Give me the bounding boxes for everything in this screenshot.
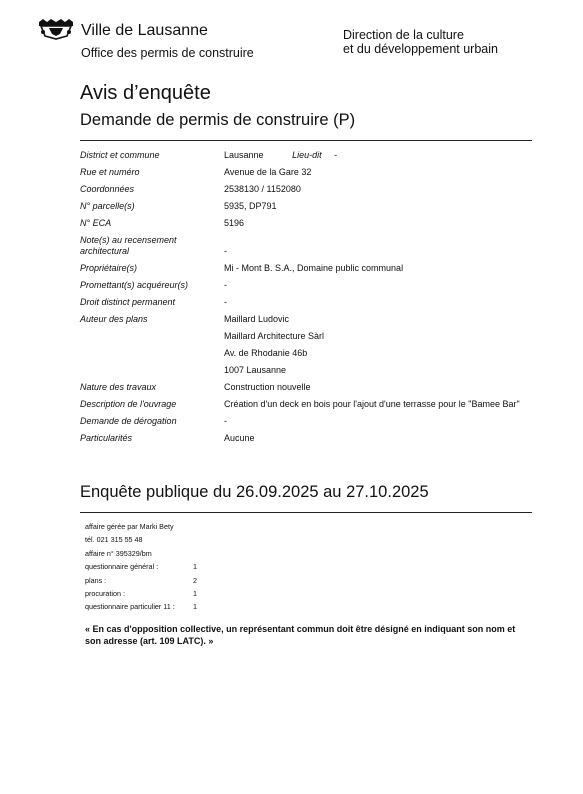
divider-enquete bbox=[80, 512, 532, 513]
document-count-value: 1 bbox=[193, 589, 197, 599]
row-proprietaire bbox=[80, 263, 540, 274]
document-count-row bbox=[85, 587, 197, 600]
auteur-label: Auteur des plans bbox=[80, 314, 148, 324]
droit-value: - bbox=[224, 297, 227, 307]
rue-value: Avenue de la Gare 32 bbox=[224, 167, 312, 177]
row-droit bbox=[80, 297, 540, 308]
lieu-dit-label: Lieu-dit bbox=[292, 150, 322, 160]
proprietaire-value: Mi - Mont B. S.A., Domaine public communal bbox=[224, 263, 404, 273]
district-value bbox=[224, 150, 540, 161]
eca-value: 5196 bbox=[224, 218, 245, 228]
row-auteur bbox=[80, 314, 540, 376]
proprietaire-label: Propriétaire(s) bbox=[80, 263, 138, 273]
page-title: Avis d’enquête bbox=[80, 82, 211, 104]
auteur-line-3: Av. de Rhodanie 46b bbox=[224, 348, 308, 358]
nature-value: Construction nouvelle bbox=[224, 382, 311, 392]
rue-label: Rue et numéro bbox=[80, 167, 140, 177]
particularites-label: Particularités bbox=[80, 433, 133, 443]
row-nature bbox=[80, 382, 540, 393]
eca-label: N° ECA bbox=[80, 218, 112, 228]
divider-top bbox=[80, 140, 532, 141]
document-count-label: questionnaire particulier 11 : bbox=[85, 602, 175, 612]
document-count-label: questionnaire général : bbox=[85, 562, 159, 572]
document-count-row bbox=[85, 560, 197, 573]
description-label: Description de l'ouvrage bbox=[80, 399, 177, 409]
org-name: Ville de Lausanne bbox=[81, 22, 208, 39]
document-count-label: plans : bbox=[85, 575, 107, 585]
row-note bbox=[80, 235, 540, 257]
office-name: Office des permis de construire bbox=[81, 46, 254, 60]
direction-name bbox=[343, 28, 543, 56]
row-coord bbox=[80, 184, 540, 195]
contact-block bbox=[85, 520, 197, 614]
lieu-dit-value: - bbox=[334, 150, 338, 160]
row-parcelle bbox=[80, 201, 540, 212]
auteur-line-1: Maillard Ludovic bbox=[224, 314, 290, 324]
note-value: - bbox=[224, 246, 227, 256]
row-rue bbox=[80, 167, 540, 178]
document-count-value: 2 bbox=[193, 575, 197, 585]
district-commune: Lausanne bbox=[224, 150, 264, 160]
district-label: District et commune bbox=[80, 150, 160, 160]
contact-phone: tél. 021 315 55 48 bbox=[85, 535, 143, 545]
promettant-value: - bbox=[224, 280, 227, 290]
document-count-value: 1 bbox=[193, 602, 197, 612]
document-count-label: procuration : bbox=[85, 589, 125, 599]
opposition-notice: « En cas d'opposition collective, un représentant commun doit être désigné en indiquant son nom et son adresse (art. 109 LATC). » bbox=[85, 624, 516, 646]
coord-label: Coordonnées bbox=[80, 184, 135, 194]
nature-label: Nature des travaux bbox=[80, 382, 157, 392]
document-count-row bbox=[85, 600, 197, 613]
particularites-value: Aucune bbox=[224, 433, 255, 443]
case-number: affaire n° 395329/bm bbox=[85, 548, 152, 558]
document-count-row bbox=[85, 574, 197, 587]
derogation-value: - bbox=[224, 416, 227, 426]
droit-label: Droit distinct permanent bbox=[80, 297, 176, 307]
note-label: Note(s) au recensement architectural bbox=[80, 235, 177, 256]
details-table bbox=[80, 150, 540, 450]
row-district bbox=[80, 150, 540, 161]
parcelle-value: 5935, DP791 bbox=[224, 201, 277, 211]
derogation-label: Demande de dérogation bbox=[80, 416, 177, 426]
enquete-period: Enquête publique du 26.09.2025 au 27.10.2025 bbox=[80, 483, 429, 501]
coord-value: 2538130 / 1152080 bbox=[224, 184, 301, 194]
auteur-line-2: Maillard Architecture Sàrl bbox=[224, 331, 325, 341]
promettant-label: Promettant(s) acquéreur(s) bbox=[80, 280, 189, 290]
row-particularites bbox=[80, 433, 540, 444]
managed-by: affaire gérée par Marki Bety bbox=[85, 522, 174, 531]
direction-line-1: Direction de la culture bbox=[343, 28, 464, 42]
row-promettant bbox=[80, 280, 540, 291]
page-subtitle: Demande de permis de construire (P) bbox=[80, 111, 356, 129]
city-crest-icon bbox=[37, 18, 75, 40]
row-description bbox=[80, 399, 540, 410]
document-count-value: 1 bbox=[193, 562, 197, 572]
auteur-line-4: 1007 Lausanne bbox=[224, 365, 287, 375]
direction-line-2: et du développement urbain bbox=[343, 42, 498, 56]
description-value: Création d'un deck en bois pour l'ajout d'une terrasse pour le "Bamee Bar" bbox=[224, 399, 520, 409]
auteur-value bbox=[224, 314, 540, 376]
row-derogation bbox=[80, 416, 540, 427]
row-eca bbox=[80, 218, 540, 229]
parcelle-label: N° parcelle(s) bbox=[80, 201, 135, 211]
